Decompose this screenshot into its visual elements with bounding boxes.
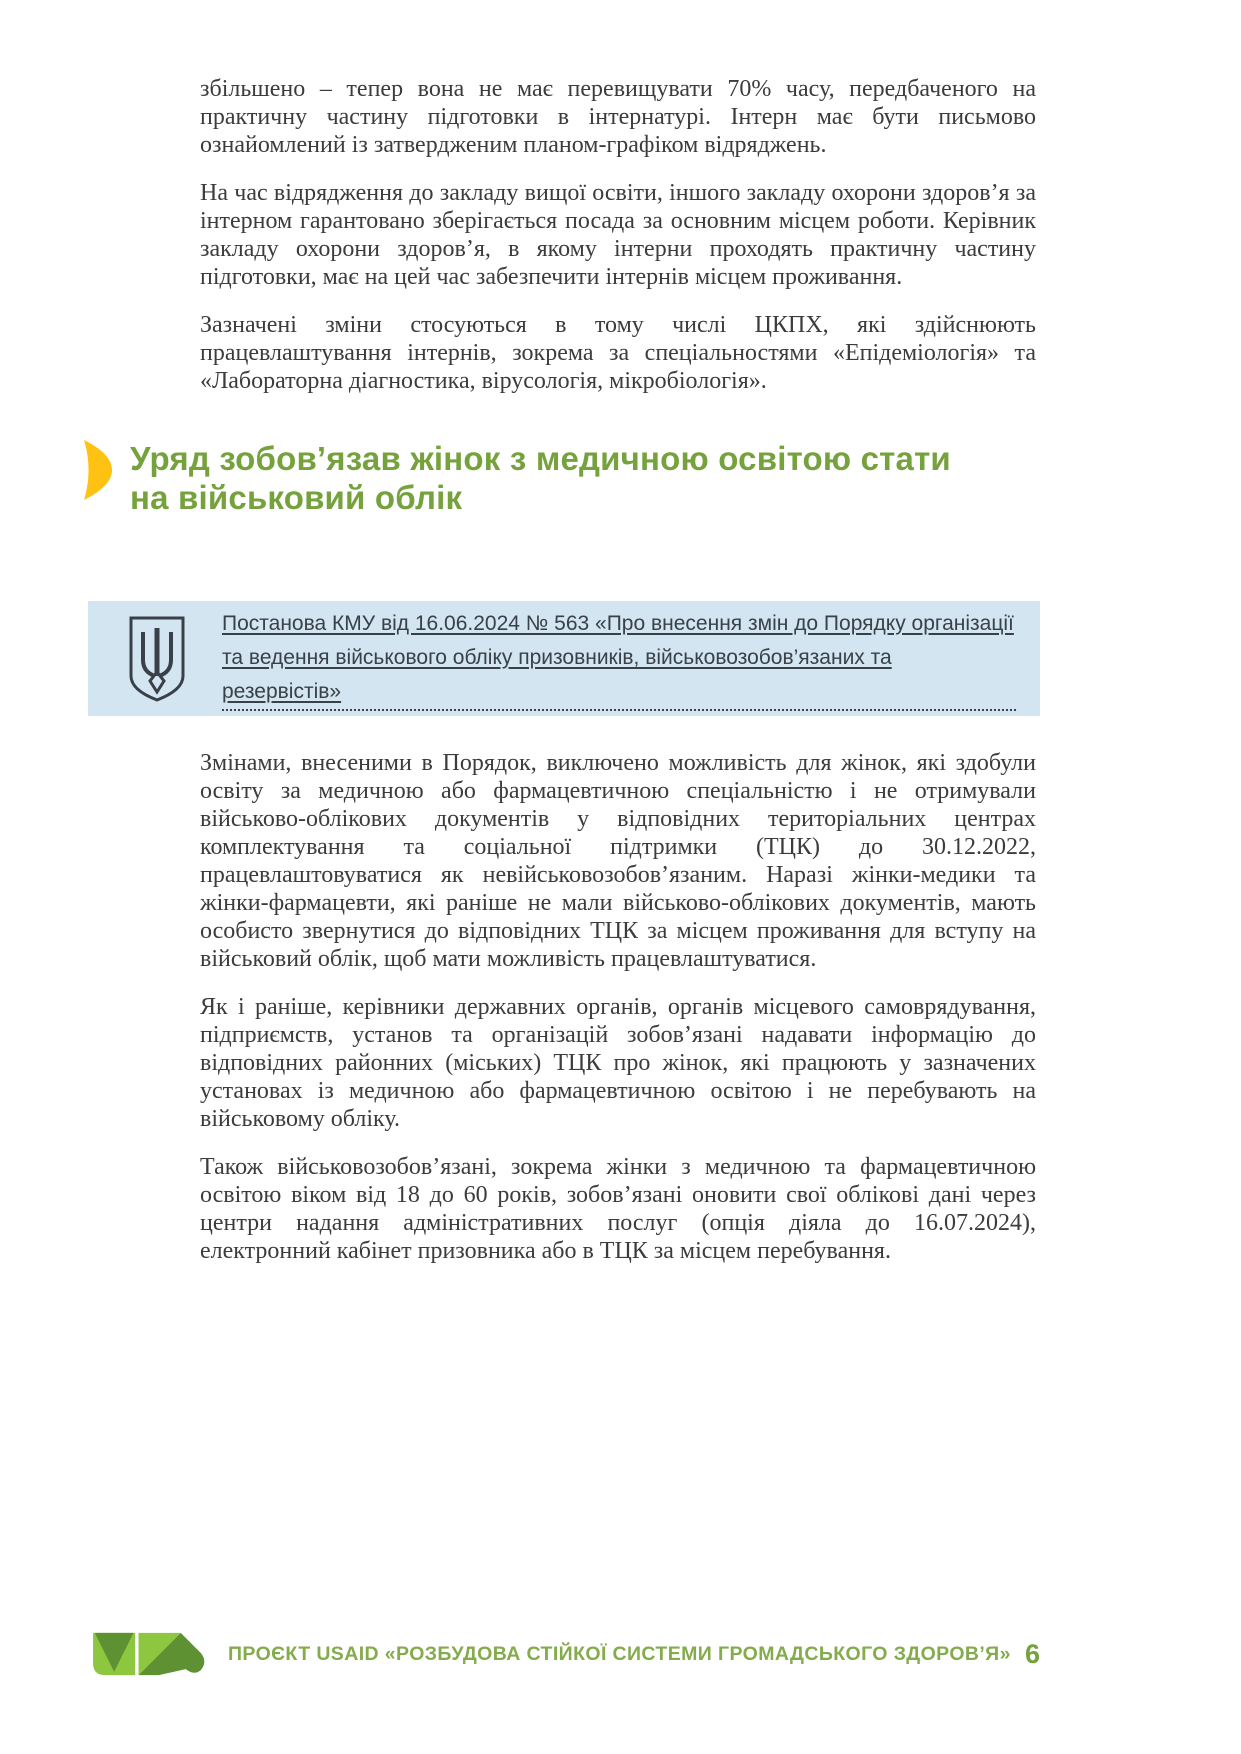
- decree-callout-box: [88, 601, 1040, 716]
- paragraph: Змінами, внесеними в Порядок, виключено можливість для жінок, які здобули освіту за медичною або фармацевтичною спеціальністю і не отримували військово-облікових документів у відповідних територіальних центрах комплектування та соціальної підтримки (ТЦК) до 30.12.2022, працевлаштовуватися як невійськовозобов’язаним. Наразі жінки-медики та жінки-фармацевти, які раніше не мали військово-облікових документів, мають особисто звернутися до відповідних ТЦК за місцем проживання для вступу на військовий облік, щоб мати можливість працевлаштуватися.: [200, 750, 1036, 972]
- section-title: [130, 439, 1036, 517]
- page-footer: [88, 1628, 1040, 1680]
- tryzub-shield-icon: [128, 616, 186, 702]
- page-content: [130, 75, 1036, 1285]
- project-logo: [88, 1631, 206, 1677]
- arrow-marker-icon: [82, 440, 114, 500]
- section-title-line1: Уряд зобов’язав жінок з медичною освітою стати: [130, 440, 951, 477]
- paragraph: Зазначені зміни стосуються в тому числі ЦКПХ, які здійснюють працевлаштування інтернів, зокрема за спеціальностями «Епідеміологія» та «Лабораторна діагностика, вірусологія, мікробіологія».: [200, 312, 1036, 394]
- section-title-line2: на військовий облік: [130, 479, 463, 516]
- paragraph: Як і раніше, керівники державних органів, органів місцевого самоврядування, підприємств, установ та організацій зобов’язані надавати інформацію до відповідних районних (міських) ТЦК про жінок, які працюють у зазначених установах із медичною або фармацевтичною освітою і не перебувають на військовому обліку.: [200, 994, 1036, 1132]
- paragraph: Також військовозобов’язані, зокрема жінки з медичною та фармацевтичною освітою віком від 18 до 60 років, зобов’язані оновити свої облікові дані через центри надання адміністративних послуг (опція діяла до 16.07.2024), електронний кабінет призовника або в ТЦК за місцем перебування.: [200, 1154, 1036, 1264]
- section-heading: [130, 439, 1036, 517]
- paragraph: На час відрядження до закладу вищої освіти, іншого закладу охорони здоров’я за інтерном гарантовано зберігається посада за основним місцем роботи. Керівник закладу охорони здоров’я, в якому інтерни проходять практичну частину підготовки, має на цей час забезпечити інтернів місцем проживання.: [200, 180, 1036, 290]
- paragraph: збільшено – тепер вона не має перевищувати 70% часу, передбаченого на практичну частину підготовки в інтернатурі. Інтерн має бути письмово ознайомлений із затвердженим планом-графіком відряджень.: [200, 76, 1036, 158]
- decree-link[interactable]: Постанова КМУ від 16.06.2024 № 563 «Про внесення змін до Порядку організації та ведення військового обліку призовників, військовозобов’язаних та резервістів»: [222, 607, 1016, 711]
- page-number: 6: [1024, 1638, 1040, 1669]
- footer-project-title: ПРОЄКТ USAID «РОЗБУДОВА СТІЙКОЇ СИСТЕМИ ГРОМАДСЬКОГО ЗДОРОВ’Я»: [228, 1642, 1011, 1665]
